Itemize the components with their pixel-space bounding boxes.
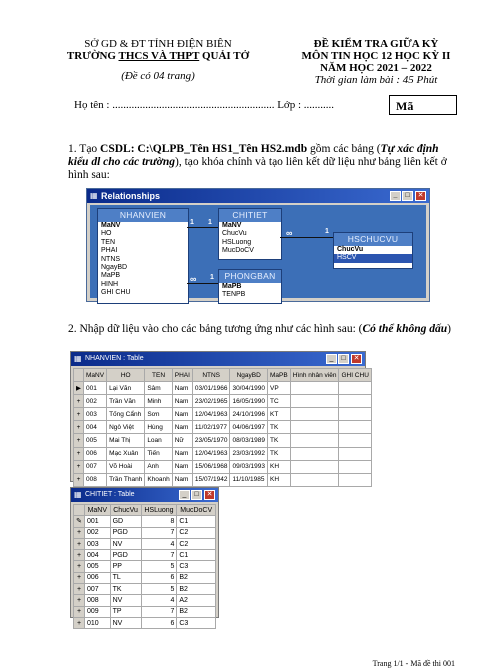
question-1: 1. Tạo CSDL: C:\QLPB_Tên HS1_Tên HS2.mdb gồm các bảng (Tự xác định kiểu dl cho các trường), tạo khóa chính và tạo liên kết dữ liệu như bảng liên kết ở hình sau: <box>68 143 447 181</box>
column-header[interactable]: Hình nhân viên <box>290 369 339 382</box>
column-header[interactable]: GHI CHU <box>339 369 371 382</box>
column-header[interactable]: MucDoCV <box>177 505 216 516</box>
exam-code-box: Mã <box>389 95 457 115</box>
record-selector[interactable]: + <box>74 527 85 538</box>
table-row[interactable]: + 008 Trần Thanh Khoanh Nam 15/07/1942 11/10/1985 KH <box>74 473 372 486</box>
record-selector[interactable]: + <box>74 538 85 549</box>
window-icon: ▦ <box>74 490 82 499</box>
maximize-button[interactable]: □ <box>191 490 202 500</box>
record-selector[interactable]: + <box>74 617 85 628</box>
record-selector[interactable]: + <box>74 595 85 606</box>
maximize-button[interactable]: □ <box>338 354 349 364</box>
table-title: PHONGBAN <box>219 270 281 283</box>
table-row[interactable]: + 005 PP 5 C3 <box>74 561 216 572</box>
chitiet-table-window <box>70 487 219 627</box>
exam-title: ĐỀ KIỂM TRA GIỮA KỲ <box>313 38 439 50</box>
maximize-button[interactable]: □ <box>402 191 413 201</box>
column-header[interactable]: TEN <box>145 369 172 382</box>
field: GHI CHU <box>101 289 131 297</box>
many-marker: ∞ <box>190 274 197 284</box>
question-2: 2. Nhập dữ liệu vào cho các bảng tương ứng như các hình sau: (Có thể không dấu) <box>68 323 452 335</box>
table-row[interactable]: + 004 PGD 7 C1 <box>74 550 216 561</box>
nhanvien-titlebar: ▦ NHANVIEN : Table _ □ ✕ <box>71 352 365 366</box>
exam-duration: Thời gian làm bài : 45 Phút <box>314 74 438 86</box>
table-row[interactable]: ✎ 001 GD 8 C1 <box>74 516 216 527</box>
field: TEN <box>101 238 115 246</box>
table-row[interactable]: + 010 NV 6 C3 <box>74 617 216 628</box>
relationship-line-nhanvien-chitiet <box>187 227 218 228</box>
column-header[interactable]: MaNV <box>85 505 111 516</box>
record-selector[interactable]: ✎ <box>74 516 85 527</box>
window-icon: ▦ <box>90 191 98 200</box>
header-row <box>74 369 372 382</box>
field: HO <box>101 230 112 238</box>
table-title: NHANVIEN <box>98 209 188 222</box>
field: HSLuong <box>222 238 252 246</box>
table-nhanvien[interactable] <box>97 208 189 304</box>
page-count-note: (Đề có 04 trang) <box>121 70 195 82</box>
close-button[interactable]: ✕ <box>351 354 362 364</box>
record-selector[interactable]: + <box>74 434 84 447</box>
table-title: CHITIET <box>219 209 281 222</box>
one-marker: 1 <box>325 228 329 235</box>
field: ChucVu <box>222 230 247 238</box>
primary-key-field: MaNV <box>101 222 121 229</box>
nhanvien-table-window <box>70 351 369 484</box>
table-row[interactable]: + 009 TP 7 B2 <box>74 606 216 617</box>
field: MaPB <box>101 272 121 280</box>
close-button[interactable]: ✕ <box>204 490 215 500</box>
record-selector[interactable]: + <box>74 408 84 421</box>
column-header[interactable]: PHAI <box>172 369 192 382</box>
exam-subject: MÔN TIN HỌC 12 HỌC KỲ II <box>301 50 451 62</box>
field: NgayBD <box>101 263 128 271</box>
table-row[interactable]: + 005 Mai Thị Loan Nữ 23/05/1970 08/03/1989 TK <box>74 434 372 447</box>
record-selector[interactable]: + <box>74 460 84 473</box>
nhanvien-datasheet <box>73 368 372 487</box>
table-hschucvu[interactable] <box>333 232 413 269</box>
table-row[interactable]: + 003 NV 4 C2 <box>74 538 216 549</box>
chitiet-titlebar: ▦ CHITIET : Table _ □ ✕ <box>71 488 218 502</box>
table-row[interactable]: + 007 TK 5 B2 <box>74 584 216 595</box>
record-selector[interactable]: + <box>74 473 84 486</box>
table-chitiet[interactable] <box>218 208 282 260</box>
minimize-button[interactable]: _ <box>179 490 190 500</box>
minimize-button[interactable]: _ <box>326 354 337 364</box>
primary-key-field: ChucVu <box>337 246 364 253</box>
field: PHAI <box>101 247 118 255</box>
selected-field: HSCV <box>334 254 412 262</box>
table-row[interactable]: ▶ 001 Lại Văn Sâm Nam 03/01/1966 30/04/1990 VP <box>74 382 372 395</box>
record-selector[interactable]: + <box>74 572 85 583</box>
column-header[interactable]: MaPB <box>268 369 291 382</box>
table-row[interactable]: + 002 Trần Văn Minh Nam 23/02/1965 16/05/1990 TC <box>74 395 372 408</box>
table-phongban[interactable] <box>218 269 282 304</box>
record-selector[interactable]: ▶ <box>74 382 84 395</box>
page-footer: Trang 1/1 - Mã đề thi 001 <box>372 659 455 668</box>
one-marker: 1 <box>210 274 214 281</box>
student-info-line: Họ tên : ........................................................... Lớp : ........... <box>74 99 335 111</box>
school-header <box>58 38 258 82</box>
field: HINH <box>101 280 119 288</box>
many-marker: ∞ <box>286 228 293 238</box>
column-header[interactable]: HO <box>107 369 145 382</box>
record-selector[interactable]: + <box>74 395 84 408</box>
table-row[interactable]: + 003 Tống Cẩnh Sơn Nam 12/04/1963 24/10/1996 KT <box>74 408 372 421</box>
school-name: TRƯỜNG THCS VÀ THPT QUẢI TỞ <box>66 50 250 62</box>
field: TENPB <box>222 291 246 299</box>
relationships-canvas <box>90 205 426 298</box>
one-marker: 1 <box>190 219 194 226</box>
column-header[interactable]: ChucVu <box>110 505 141 516</box>
exam-header <box>276 38 476 86</box>
primary-key-field: MaNV <box>222 222 242 229</box>
close-button[interactable]: ✕ <box>415 191 426 201</box>
relationships-titlebar: ▦ Relationships _ □ ✕ <box>87 189 429 203</box>
column-header[interactable]: NgayBD <box>230 369 268 382</box>
relationships-window <box>86 188 430 302</box>
record-selector[interactable]: + <box>74 447 84 460</box>
record-selector[interactable]: + <box>74 584 85 595</box>
table-row[interactable]: + 007 Võ Hoài Anh Nam 15/06/1968 09/03/1993 KH <box>74 460 372 473</box>
table-row[interactable]: + 004 Ngô Việt Hùng Nam 11/02/1977 04/06/1997 TK <box>74 421 372 434</box>
record-selector[interactable]: + <box>74 606 85 617</box>
column-header[interactable]: MaNV <box>84 369 107 382</box>
table-title: HSCHUCVU <box>334 233 412 246</box>
table-row[interactable]: + 006 Mạc Xuân Tiến Nam 12/04/1963 23/03/1992 TK <box>74 447 372 460</box>
exam-year: NĂM HỌC 2021 – 2022 <box>320 62 432 74</box>
field: NTNS <box>101 255 121 263</box>
record-selector[interactable]: + <box>74 550 85 561</box>
chitiet-datasheet <box>73 504 216 629</box>
window-icon: ▦ <box>74 354 82 363</box>
table-row[interactable]: + 002 PGD 7 C2 <box>74 527 216 538</box>
column-header[interactable]: HSLuong <box>141 505 177 516</box>
table-row[interactable]: + 006 TL 6 B2 <box>74 572 216 583</box>
header-row <box>74 505 216 516</box>
record-selector[interactable]: + <box>74 421 84 434</box>
primary-key-field: MaPB <box>222 283 242 290</box>
minimize-button[interactable]: _ <box>390 191 401 201</box>
field: MucDoCV <box>222 247 254 255</box>
column-header[interactable]: NTNS <box>192 369 230 382</box>
one-marker: 1 <box>208 219 212 226</box>
department-name: SỞ GD & ĐT TỈNH ĐIỆN BIÊN <box>84 38 232 50</box>
record-selector[interactable]: + <box>74 561 85 572</box>
table-row[interactable]: + 008 NV 4 A2 <box>74 595 216 606</box>
